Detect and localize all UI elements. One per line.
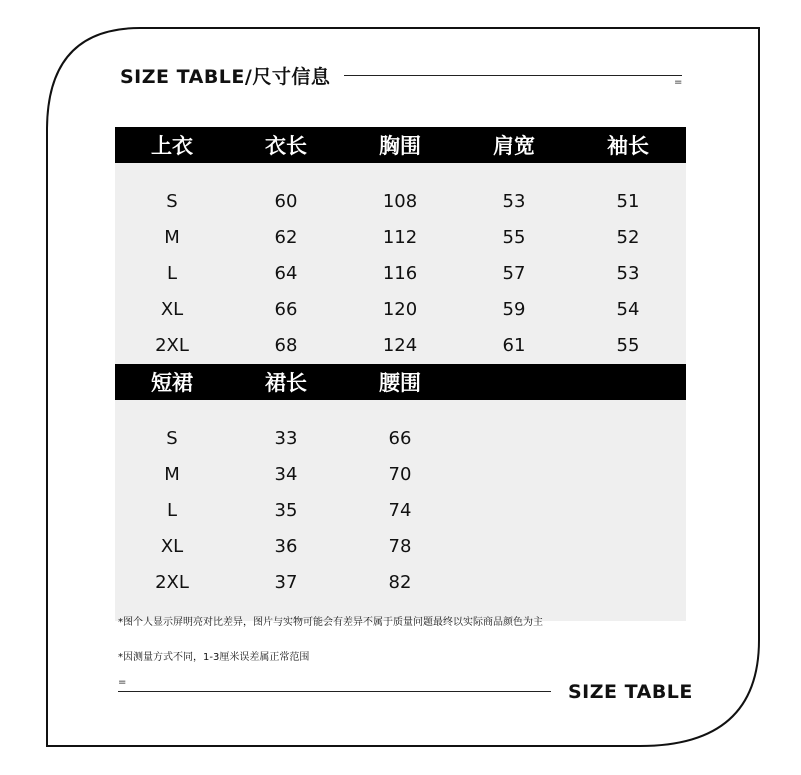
table-cell: 51 [616,190,640,212]
table-row [115,420,686,456]
table-row [115,327,686,363]
table-cell: 34 [274,463,298,485]
table-cell: 112 [382,226,418,248]
header-cell: 肩宽 [493,133,535,158]
header-cell: 短裙 [151,370,193,395]
table-row [115,564,686,600]
table-cell: 36 [274,535,298,557]
table-row [115,291,686,327]
table-row [115,528,686,564]
table-cell: 60 [274,190,298,212]
measurement-tolerance-note: *因测量方式不同，1-3厘米误差属正常范围 [118,652,310,663]
top-table-body [115,163,686,384]
table-cell: 37 [274,571,298,593]
header-cell: 胸围 [379,133,421,158]
table-cell: M [164,463,180,485]
table-cell: L [166,499,178,521]
decor-mark-bottom: = [118,677,127,688]
header-cell: 上衣 [151,133,193,158]
top-table-header [115,127,686,163]
table-cell: 74 [388,499,412,521]
table-cell: 66 [274,298,298,320]
header-cell: 袖长 [607,133,649,158]
table-cell: 64 [274,262,298,284]
table-cell: 35 [274,499,298,521]
title-divider [344,75,682,76]
table-cell: M [164,226,180,248]
footer-divider [118,691,551,692]
table-cell: 57 [502,262,526,284]
table-cell: XL [160,298,184,320]
table-row [115,456,686,492]
skirt-size-table [115,364,686,621]
table-cell: 33 [274,427,298,449]
table-row [115,492,686,528]
table-cell: 120 [382,298,418,320]
table-cell: 55 [616,334,640,356]
top-size-table [115,127,686,384]
table-cell: 55 [502,226,526,248]
table-row [115,183,686,219]
header-cell: 衣长 [265,133,307,158]
table-cell: S [166,427,178,449]
table-cell: 68 [274,334,298,356]
table-cell: L [166,262,178,284]
table-cell: 66 [388,427,412,449]
table-cell: 124 [382,334,418,356]
decor-mark-top: = [674,77,683,88]
table-cell: 62 [274,226,298,248]
footer-title: SIZE TABLE [568,681,693,703]
table-cell: 54 [616,298,640,320]
table-cell: 61 [502,334,526,356]
skirt-table-header [115,364,686,400]
table-cell: 116 [382,262,418,284]
skirt-table-body [115,400,686,621]
table-cell: 52 [616,226,640,248]
header-cell: 腰围 [379,370,421,395]
page-title: SIZE TABLE/尺寸信息 [120,66,331,88]
header-cell: 裙长 [265,370,307,395]
table-row [115,255,686,291]
color-disclaimer-note: *图个人显示屏明亮对比差异，图片与实物可能会有差异不属于质量问题最终以实际商品颜色为主 [118,617,543,628]
table-cell: 78 [388,535,412,557]
table-cell: XL [160,535,184,557]
table-cell: 108 [382,190,418,212]
table-cell: 70 [388,463,412,485]
table-row [115,219,686,255]
table-cell: 53 [502,190,526,212]
table-cell: 53 [616,262,640,284]
table-cell: 2XL [155,334,189,356]
table-cell: S [166,190,178,212]
table-cell: 82 [388,571,412,593]
table-cell: 59 [502,298,526,320]
table-cell: 2XL [155,571,189,593]
